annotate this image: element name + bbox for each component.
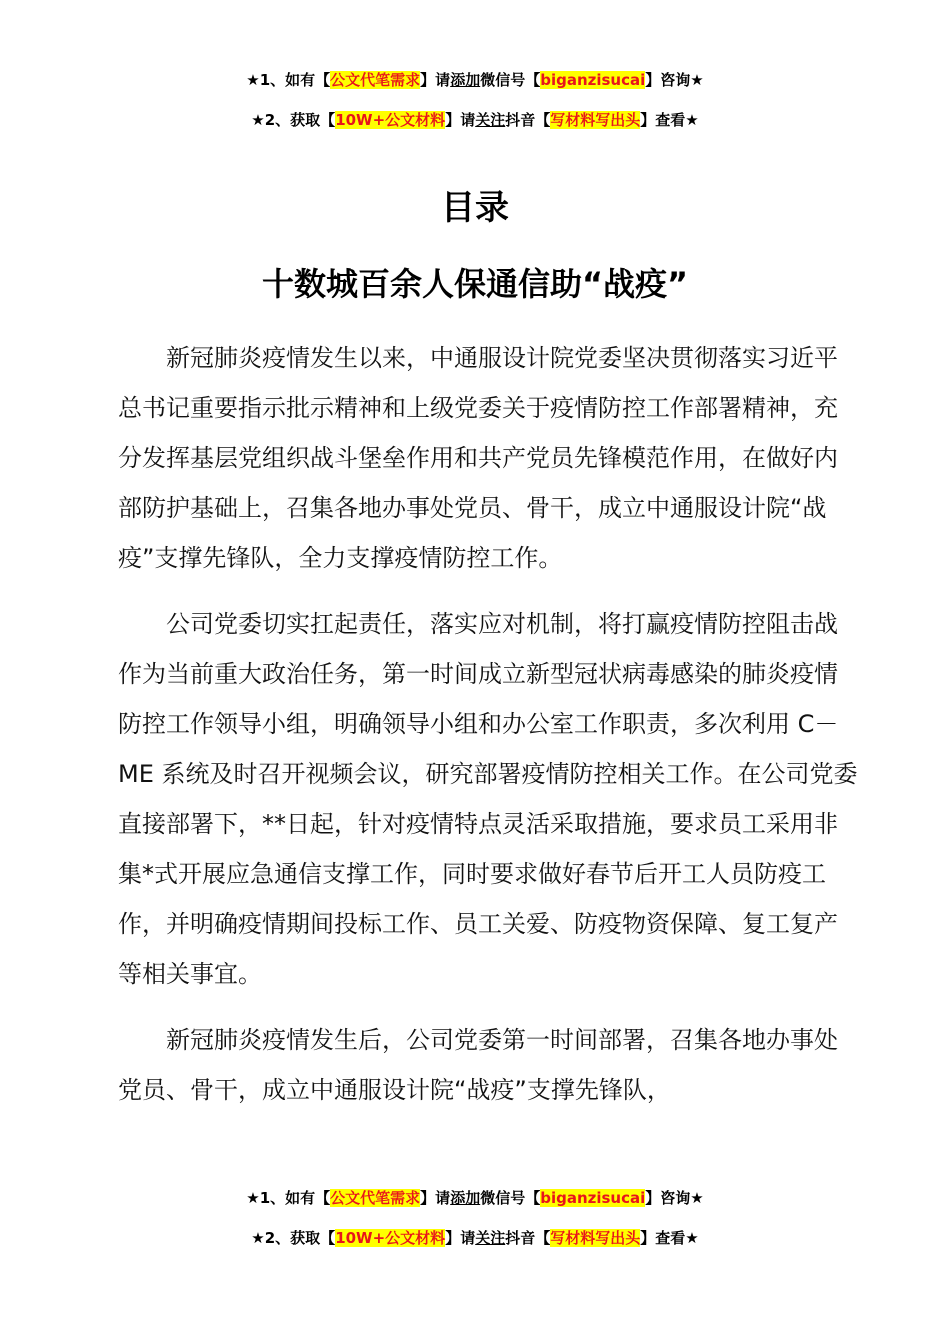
banner-text: 】请 [445, 111, 476, 129]
wechat-id-highlight: biganzisucai [540, 71, 646, 89]
banner-text: 】查看★ [640, 111, 699, 129]
banner-underlined-text: 关注 [475, 111, 506, 129]
banner-text: 微信号【 [480, 71, 541, 89]
douyin-account-highlight: 写材料写出头 [550, 1229, 641, 1247]
banner-highlight: 公文代笔需求 [330, 71, 421, 89]
banner-text: 】请 [420, 1189, 451, 1207]
banner-text: ★2、获取【 [251, 111, 336, 129]
paragraph-2: 公司党委切实扛起责任，落实应对机制，将打赢疫情防控阻击战作为当前重大政治任务，第一时间成立新型冠状病毒感染的肺炎疫情防控工作领导小组，明确领导小组和办公室工作职责，多次利用 C－ME 系统及时召开视频会议，研究部署疫情防控相关工作。在公司党委直接部署下，**日起，针对疫情特点灵活采取措施，要求员工采用非集*式开展应急通信支撑工作，同时要求做好春节后开工人员防疫工作，并明确疫情期间投标工作、员工关爱、防疫物资保障、复工复产等相关事宜。 [118, 610, 858, 988]
header-banner-line-1 [0, 70, 950, 90]
douyin-account-highlight: 写材料写出头 [550, 111, 641, 129]
toc-title: 目录 [441, 188, 509, 228]
header-banner-line-2 [0, 110, 950, 130]
banner-text: 】咨询★ [645, 1189, 704, 1207]
banner-text: ★1、如有【 [246, 1189, 331, 1207]
banner-underlined-text: 关注 [475, 1229, 506, 1247]
banner-text: 抖音【 [505, 111, 551, 129]
banner-text: 微信号【 [480, 1189, 541, 1207]
banner-text: ★2、获取【 [251, 1229, 336, 1247]
banner-text: 抖音【 [505, 1229, 551, 1247]
banner-text: ★1、如有【 [246, 71, 331, 89]
wechat-id-highlight: biganzisucai [540, 1189, 646, 1207]
banner-text: 】咨询★ [645, 71, 704, 89]
footer-banner-line-1 [0, 1188, 950, 1208]
article-title: 十数城百余人保通信助“战疫” [261, 265, 689, 303]
banner-highlight: 10W+公文材料 [335, 111, 446, 129]
banner-text: 】请 [445, 1229, 476, 1247]
banner-highlight: 10W+公文材料 [335, 1229, 446, 1247]
article-body [118, 333, 858, 1131]
paragraph-1: 新冠肺炎疫情发生以来，中通服设计院党委坚决贯彻落实习近平总书记重要指示批示精神和上级党委关于疫情防控工作部署精神，充分发挥基层党组织战斗堡垒作用和共产党员先锋模范作用，在做好内部防护基础上，召集各地办事处党员、骨干，成立中通服设计院“战疫”支撑先锋队，全力支撑疫情防控工作。 [118, 344, 838, 572]
banner-text: 】查看★ [640, 1229, 699, 1247]
banner-underlined-text: 添加 [450, 1189, 481, 1207]
paragraph-3: 新冠肺炎疫情发生后，公司党委第一时间部署，召集各地办事处党员、骨干，成立中通服设计院“战疫”支撑先锋队， [118, 1026, 838, 1104]
banner-text: 】请 [420, 71, 451, 89]
banner-underlined-text: 添加 [450, 71, 481, 89]
footer-banner-line-2 [0, 1228, 950, 1248]
banner-highlight: 公文代笔需求 [330, 1189, 421, 1207]
